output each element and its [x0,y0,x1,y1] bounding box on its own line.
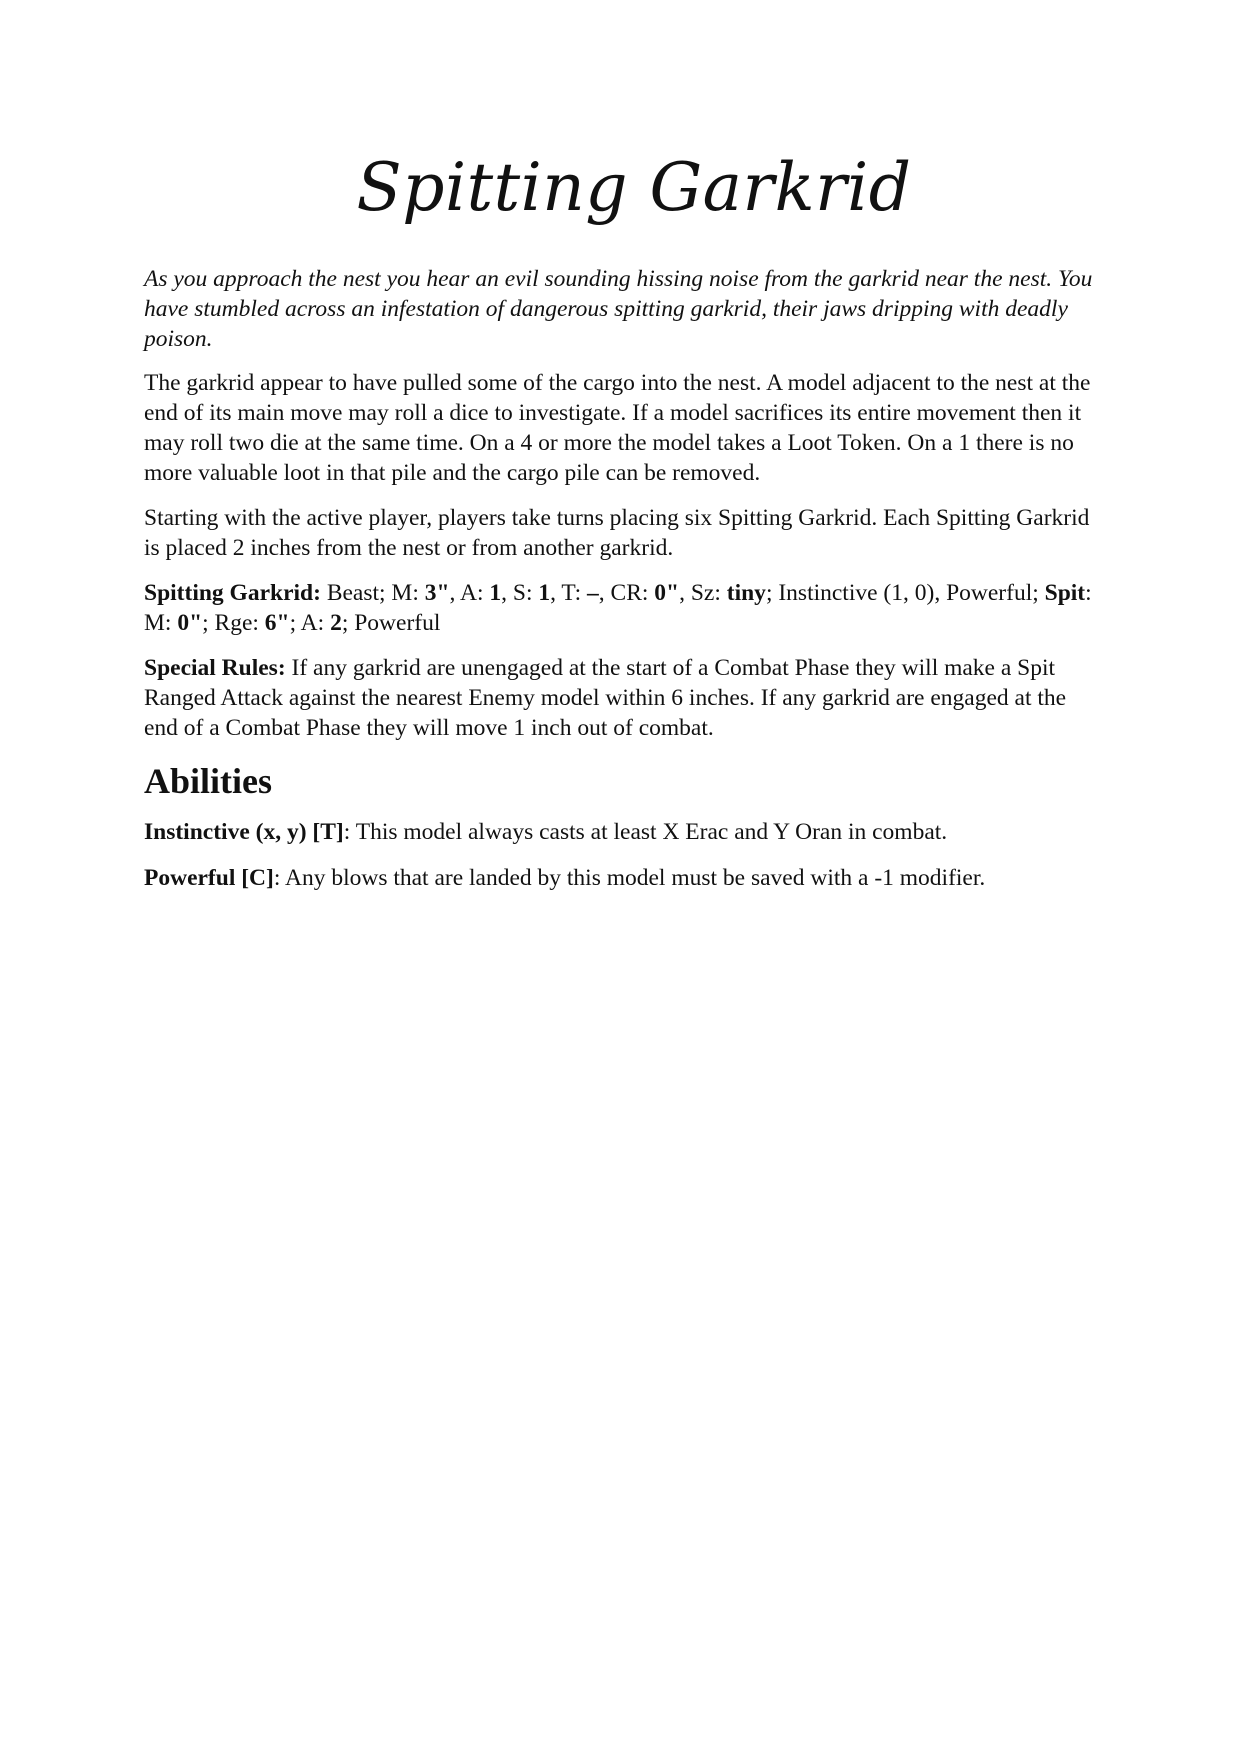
profile-sep: : M: [144,580,1092,636]
special-rules-text: If any garkrid are unengaged at the start of a Combat Phase they will make a Spit Ranged Attack against the nearest Enemy model within 6 inches. If any garkrid are engaged at the end of a Combat Phase they will move 1 inch out of combat. [144,655,1067,741]
document-page [144,0,1104,893]
profile-sep: , A: [449,580,490,606]
placement-paragraph: Starting with the active player, players take turns placing six Spitting Garkrid. Each Spitting Garkrid is placed 2 inches from the nest or from another garkrid. [144,505,1090,561]
profile-sep: , CR: [598,580,655,606]
abilities-heading: Abilities [144,761,273,801]
profile-name-label: Spitting Garkrid: [144,580,321,606]
spit-move: 0" [177,610,203,636]
profile-toughness: – [587,580,599,606]
spit-tail: ; Powerful [341,610,441,636]
profile-abilities: ; Instinctive (1, 0), Powerful; [765,580,1039,606]
spit-range: 6" [264,610,290,636]
profile-attacks: 1 [489,580,502,606]
profile-cr: 0" [654,580,680,606]
special-rules-paragraph [144,653,1104,743]
cargo-paragraph: The garkrid appear to have pulled some of the cargo into the nest. A model adjacent to the nest at the end of its main move may roll a dice to investigate. If a model sacrifices its entire movement then it may roll two die at the same time. On a 4 or more the model takes a Loot Token. On a 1 there is no more valuable loot in that pile and the cargo pile can be removed. [144,370,1091,486]
profile-strength: 1 [538,580,551,606]
profile-paragraph [144,578,1104,638]
ability-item [144,817,1104,847]
ability-text: : This model always casts at least X Erac and Y Oran in combat. [343,819,948,845]
profile-sep: , Sz: [679,580,727,606]
profile-size: tiny [726,580,766,606]
special-rules-label: Special Rules: [144,655,286,681]
profile-move: 3" [424,580,450,606]
page-title: Spitting Garkrid [356,149,912,226]
profile-type: Beast; M: [320,580,425,606]
profile-sep: ; Rge: [202,610,265,636]
ability-item [144,863,1104,893]
ability-name: Instinctive (x, y) [T] [144,819,344,845]
spit-attacks: 2 [330,610,342,636]
spit-label: Spit [1044,580,1086,606]
profile-sep: ; A: [289,610,331,636]
ability-text: : Any blows that are landed by this model must be saved with a -1 modifier. [273,865,986,891]
profile-sep: , T: [550,580,588,606]
intro-paragraph: As you approach the nest you hear an evil sounding hissing noise from the garkrid near the nest. You have stumbled across an infestation of dangerous spitting garkrid, their jaws dripping with deadly poison. [144,266,1093,352]
profile-sep: , S: [501,580,539,606]
ability-name: Powerful [C] [144,865,274,891]
